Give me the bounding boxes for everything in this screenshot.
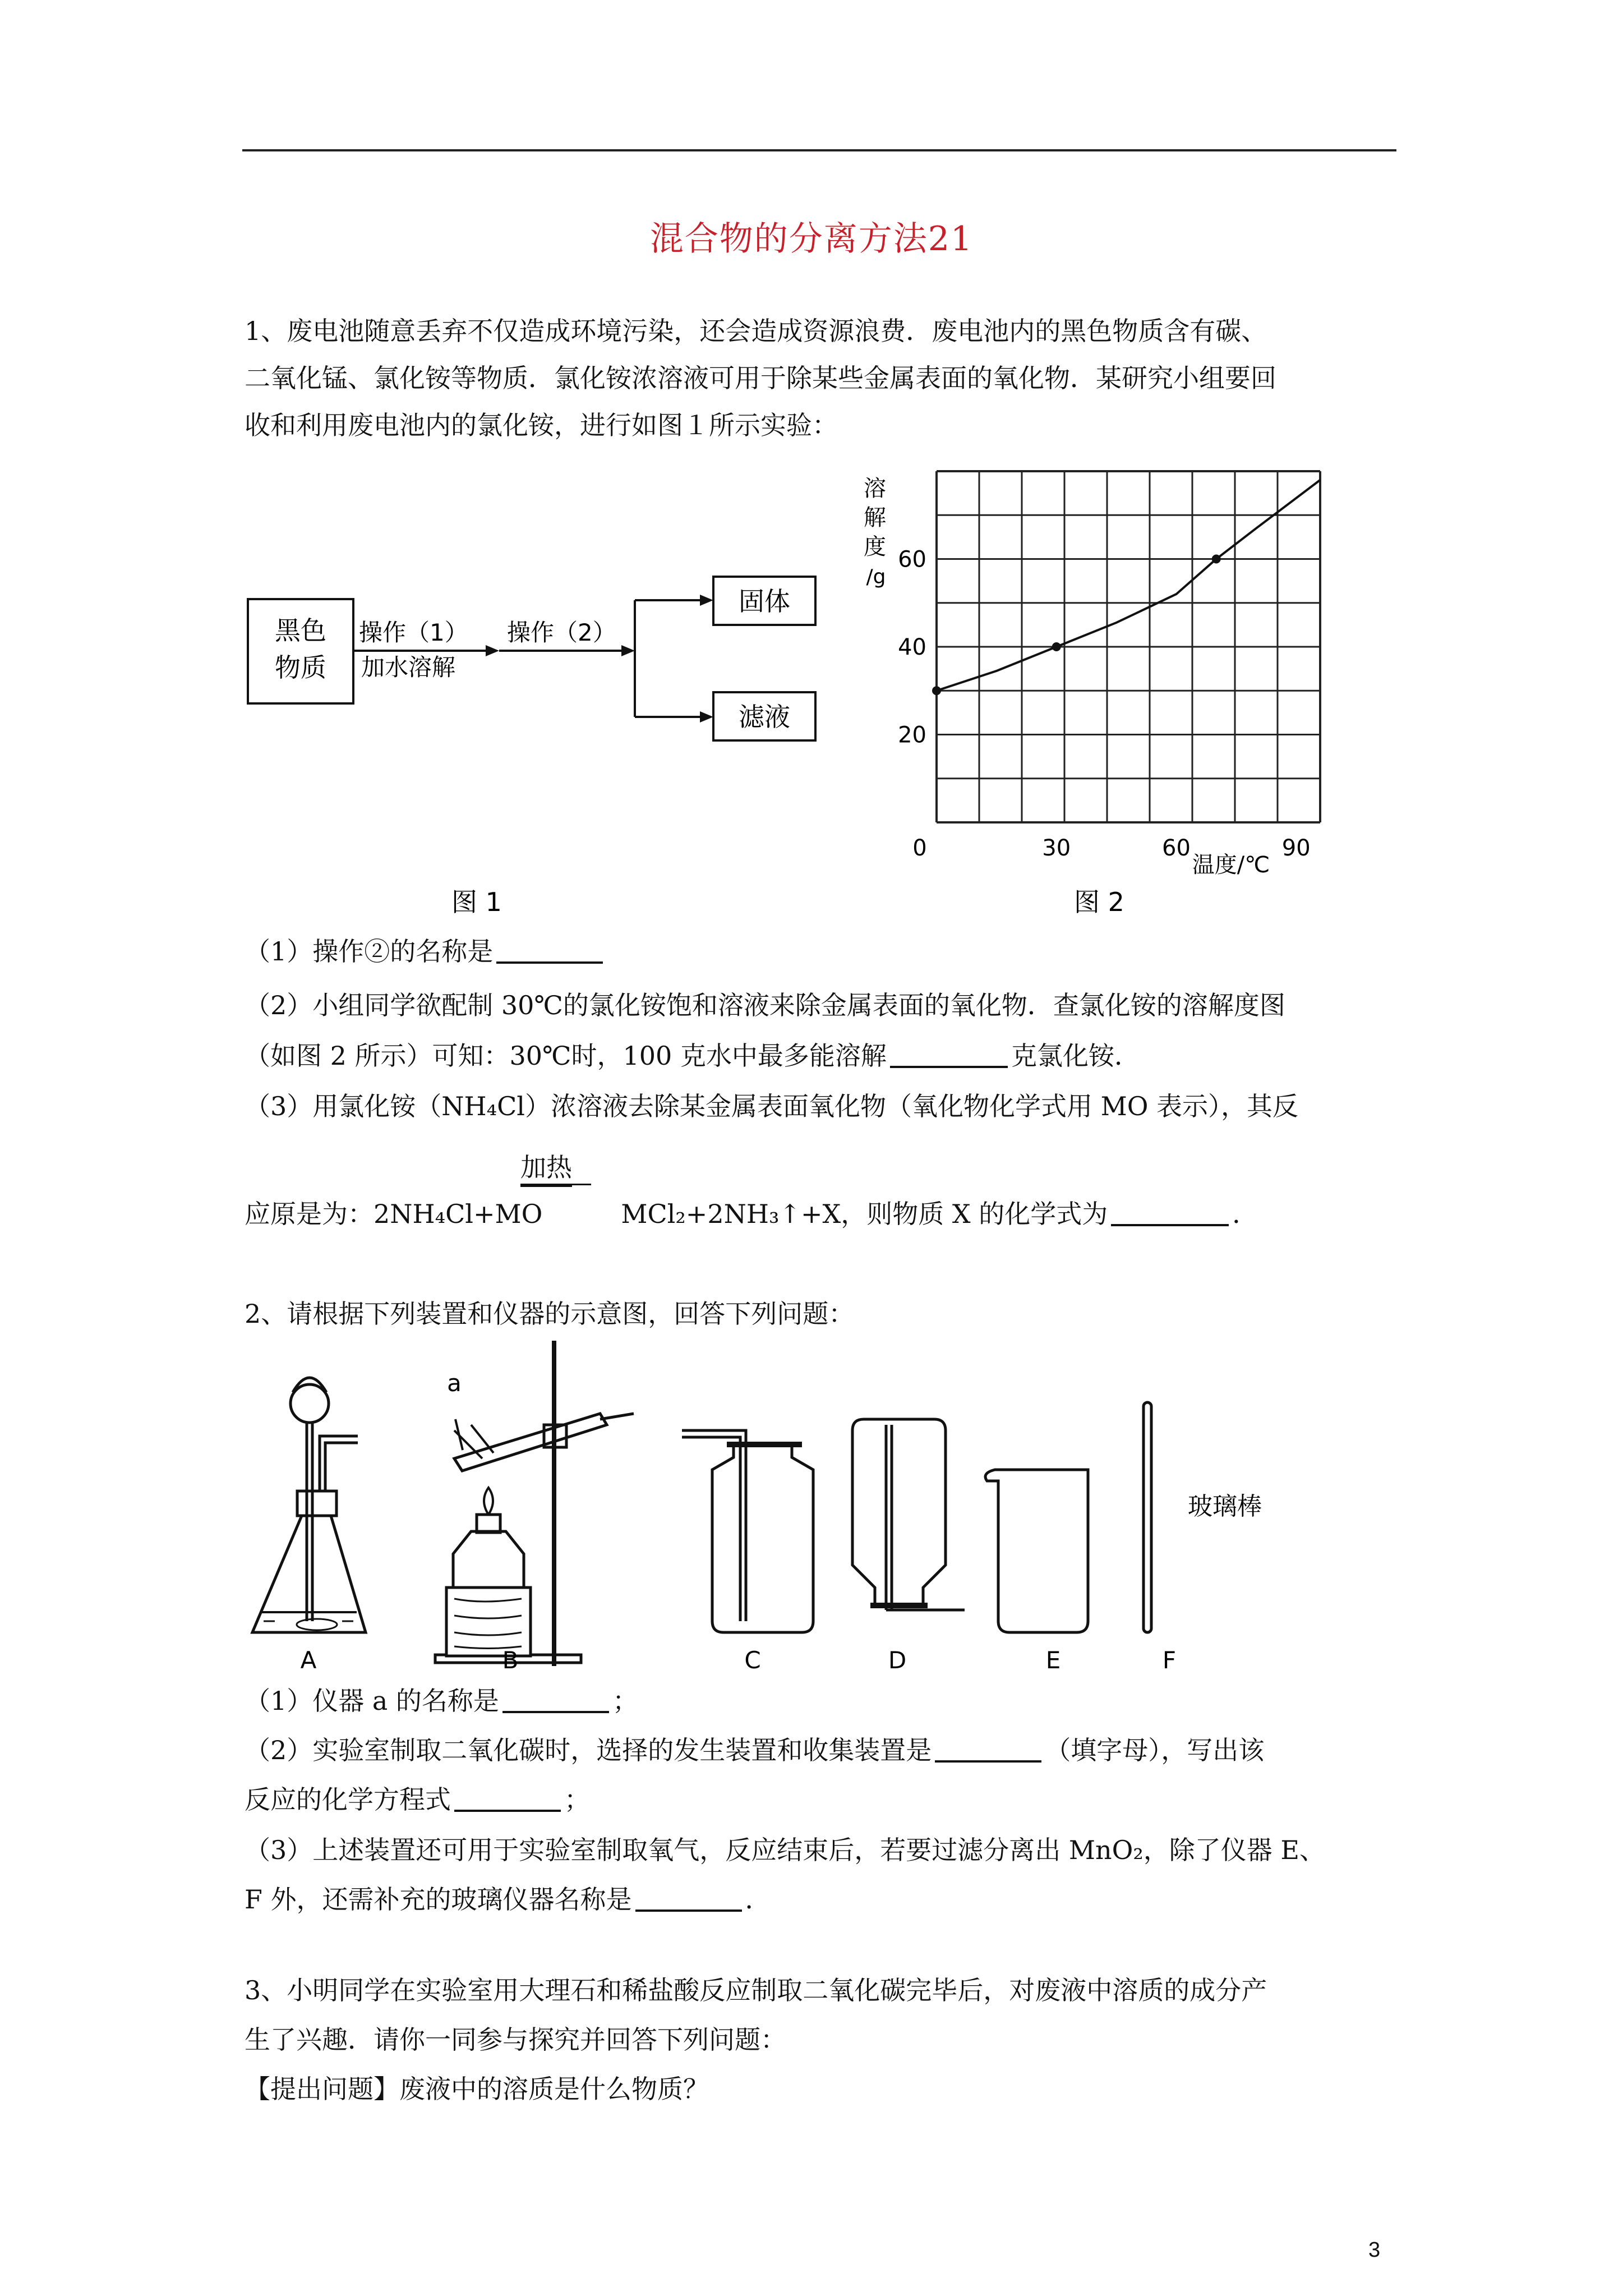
apparatus-c-gas-bottle <box>682 1430 813 1632</box>
chart-ylabel-char-3: 度 <box>864 534 886 560</box>
q2-sub3-line2 <box>245 1876 771 1923</box>
flow-box-black-matter-line1: 黑色 <box>275 615 326 646</box>
q1-sub3-equation-left: 应原是为：2NH₄Cl+MO <box>245 1199 543 1229</box>
chart-data-point <box>1212 555 1221 564</box>
q1-sub1-answer-blank[interactable] <box>496 932 603 964</box>
flow-box-black-matter-line2: 物质 <box>275 652 326 683</box>
chart-points-group <box>932 555 1221 696</box>
chart-data-point <box>1052 642 1061 651</box>
flow-op1-label: 操作（1） <box>359 619 468 646</box>
q2-sub3-line1: （3）上述装置还可用于实验室制取氧气，反应结束后，若要过滤分离出 MnO₂，除了仪器 E、 <box>245 1835 1325 1865</box>
q2-sub2-line2-end: ； <box>564 1784 590 1815</box>
q2-sub2-line2 <box>245 1776 590 1823</box>
apparatus-label: D <box>888 1646 907 1674</box>
chart-x-tick-label: 30 <box>1042 835 1071 861</box>
flow-branch-bottom-head <box>700 711 713 723</box>
q2-sub3-text: F 外，还需补充的玻璃仪器名称是 <box>245 1884 632 1915</box>
q1-sub3-line1: （3）用氯化铵（NH₄Cl）浓溶液去除某金属表面氧化物（氧化物化学式用 MO 表示），其反 <box>245 1091 1299 1121</box>
q2-sub1 <box>245 1677 638 1724</box>
q2-sub1-text: （1）仪器 a 的名称是 <box>245 1686 499 1716</box>
q2-sub2-text-end: （填字母），写出该 <box>1045 1735 1265 1765</box>
flow-box-solid-label: 固体 <box>739 586 790 616</box>
q1-sub3-answer-blank[interactable] <box>1111 1195 1229 1226</box>
q2-sub2-answer-blank-2[interactable] <box>454 1780 561 1812</box>
chart-x-tick-label: 90 <box>1281 835 1311 861</box>
q2-sub1-answer-blank[interactable] <box>502 1682 609 1713</box>
q1-intro-line: 二氧化锰、氯化铵等物质．氯化铵浓溶液可用于除某些金属表面的氧化物．某研究小组要回 <box>245 363 1276 393</box>
page-title: 混合物的分离方法21 <box>649 219 974 259</box>
q1-sub3-equation-right: MCl₂+2NH₃↑+X，则物质 X 的化学式为 <box>621 1199 1108 1229</box>
q1-sub3-end: ． <box>1232 1199 1258 1229</box>
glass-rod-label: 玻璃棒 <box>1188 1492 1262 1521</box>
chart-y-tick-label: 20 <box>898 722 926 748</box>
header-rule <box>242 149 1396 151</box>
flow-op1-sub-label: 加水溶解 <box>361 654 456 681</box>
q1-sub2-answer-blank[interactable] <box>890 1037 1008 1068</box>
figure-2-label: 图 2 <box>1074 887 1124 917</box>
flow-box-black-matter <box>248 599 353 703</box>
q2-sub2-text: （2）实验室制取二氧化碳时，选择的发生装置和收集装置是 <box>245 1735 932 1765</box>
chart-y-tick-label: 40 <box>898 634 926 660</box>
q1-intro-line: 收和利用废电池内的氯化铵，进行如图１所示实验： <box>245 410 838 440</box>
apparatus-f-glass-rod <box>1144 1402 1151 1632</box>
apparatus-d-bottle <box>852 1419 965 1610</box>
chart-series-line <box>937 480 1320 691</box>
figure-1-label: 图 1 <box>451 887 502 917</box>
apparatus-b-heating-setup <box>435 1341 634 1666</box>
flowchart-figure-1 <box>247 539 830 931</box>
q1-sub2-text-end: 克氯化铵． <box>1011 1041 1140 1071</box>
chart-data-point <box>932 686 941 695</box>
reaction-condition-heat: 加热 <box>520 1147 572 1187</box>
chart-ylabel-char-2: 解 <box>864 505 886 531</box>
page-number: 3 <box>1368 2238 1381 2262</box>
apparatus-label: B <box>502 1646 519 1674</box>
flow-op2-label: 操作（2） <box>507 619 616 646</box>
reaction-equals-line <box>520 1184 591 1185</box>
flow-box-filtrate-label: 滤液 <box>739 702 790 732</box>
q1-sub2-line1: （2）小组同学欲配制 30℃的氯化铵饱和溶液来除金属表面的氧化物．查氯化铵的溶解度图 <box>245 990 1285 1020</box>
chart-ylabel-unit: /g <box>866 565 886 588</box>
q2-sub2-answer-blank-1[interactable] <box>935 1731 1041 1763</box>
flow-arrow-2-head <box>621 645 635 656</box>
apparatus-label: A <box>300 1646 317 1674</box>
q2-sub2-line2-text: 反应的化学方程式 <box>245 1784 451 1815</box>
chart-x-tick-label: 0 <box>912 835 927 861</box>
apparatus-label-a-instrument: a <box>447 1369 462 1397</box>
apparatus-e-beaker <box>985 1470 1088 1632</box>
apparatus-figure <box>241 1341 1408 1677</box>
q1-intro <box>245 307 1276 449</box>
chart-xlabel: 温度/℃ <box>1192 852 1270 878</box>
q2-intro: 2、请根据下列装置和仪器的示意图，回答下列问题： <box>245 1299 855 1329</box>
q2-sub3-end: ． <box>745 1884 771 1915</box>
apparatus-label: E <box>1045 1646 1061 1674</box>
flow-arrow-1-head <box>486 645 499 656</box>
q2-sub1-end: ； <box>612 1686 638 1716</box>
q2-sub3-answer-blank[interactable] <box>635 1880 742 1912</box>
q2-sub2-line1 <box>245 1727 1264 1774</box>
chart-curve-group <box>937 480 1320 691</box>
q3-line2: 生了兴趣．请你一同参与探究并回答下列问题： <box>245 2024 786 2055</box>
solubility-chart-figure-2 <box>830 460 1335 931</box>
chart-x-tick-label: 60 <box>1162 835 1191 861</box>
apparatus-label: F <box>1162 1646 1177 1674</box>
apparatus-a-flask <box>252 1378 366 1632</box>
q1-sub2-line2 <box>245 1032 1140 1079</box>
apparatus-label: C <box>744 1646 761 1674</box>
q3-line3: 【提出问题】废液中的溶质是什么物质？ <box>245 2074 709 2104</box>
q1-sub3-line2 <box>245 1190 1258 1237</box>
q1-sub1 <box>245 928 606 975</box>
chart-ticks-group <box>898 547 1311 862</box>
chart-y-tick-label: 60 <box>898 546 926 573</box>
q1-sub2-text: （如图 2 所示）可知：30℃时，100 克水中最多能溶解 <box>245 1041 887 1071</box>
q3-line1: 3、小明同学在实验室用大理石和稀盐酸反应制取二氧化碳完毕后，对废液中溶质的成分产 <box>245 1975 1267 2005</box>
q1-intro-line: 1、废电池随意丢弃不仅造成环境污染，还会造成资源浪费．废电池内的黑色物质含有碳、 <box>245 316 1267 346</box>
q1-sub1-text: （1）操作②的名称是 <box>245 936 494 967</box>
chart-ylabel-char-1: 溶 <box>864 476 886 501</box>
flow-branch-top-head <box>700 595 713 606</box>
